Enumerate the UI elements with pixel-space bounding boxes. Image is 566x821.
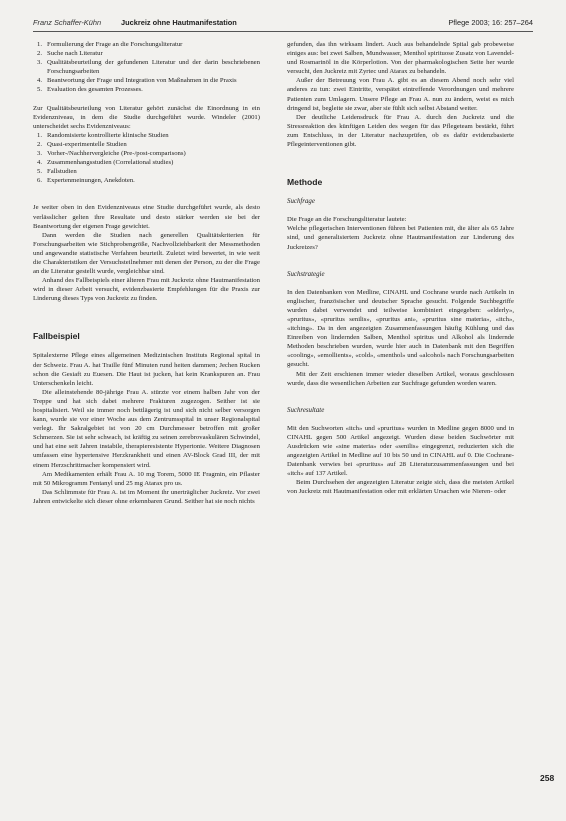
header-author: Franz Schaffer-Kühn — [33, 18, 102, 27]
section-heading-methode: Methode — [287, 177, 323, 188]
subsection-heading-suchresultate: Suchresultate — [287, 406, 325, 414]
list-item: 1. Formulierung der Frage an die Forschungsliteratur — [37, 41, 183, 48]
body-paragraph: Anhand des Fallbeispiels einer älteren Frau mit Juckreiz ohne Hautmanifestation wird in dieser Arbeit versucht, evidenzbasierte Empfehlungen für die Praxis zur Linderung dieses Typs von Juckreiz zu finden. — [33, 277, 260, 303]
body-paragraph: Am Medikamenten erhält Frau A. 10 mg Torem, 5000 IE Fragmin, ein Pflaster mit 50 Mikrogramm Fentanyl und 25 mg Atarax pro us. — [33, 470, 260, 487]
body-paragraph: Die Frage an die Forschungsliteratur lautete: — [287, 216, 407, 224]
process-steps-list — [33, 40, 260, 95]
body-paragraph: Je weiter oben in den Evidenzniveaus eine Studie durchgeführt wurde, als desto verlässlicher gelten ihre Resultate und desto stärker werden sie bei der Beantwortung der eigenen Frage gewichtet. — [33, 204, 260, 230]
evidence-levels-list — [33, 131, 260, 186]
page-number: 258 — [540, 773, 555, 783]
list-item: 1. Randomisierte kontrollierte klinische Studien — [37, 131, 169, 139]
body-paragraph: Dann werden die Studien nach generellen Qualitätskriterien für Forschungsarbeiten wie Stichprobengröße, Nachvollziehbarkeit der Messmethoden und angewandte statistische Verfahren beurteilt. Zuletzt wird bewertet, in wie weit die Charakteristiken der Versuchsteilnehmer mit denen der Person, zu der die Frage an die Literatur gestellt wurde, vergleichbar sind. — [33, 231, 260, 276]
body-paragraph: Die alleinstehende 80-jährige Frau A. stürzte vor einem halben Jahr von der Treppe und hat sich dabei mehrere Frakturen zugezogen. Seither ist sie hospitalisiert. Weil sie immer noch bettlägerig ist und sich nicht selber versorgen kann, wurde sie vor einer Woche aus dem Zentrumsspital in unser Regionalspital verlegt. Ihr Sakralgebiet ist von 20 cm Durchmesser betroffen mit großer Schmerzen. Sie ist sehr schwach, ist kräftig zu seinen zerebrovaskulären Schwindel, und hat eine seit Jahren instabile, therapieresistente Hypertonie. Weitere Diagnosen umfassen eine hypertensive Herzkrankheit und einen AV-Block Grad III, der mit einem Herzschrittmacher kompensiert wird. — [33, 388, 260, 469]
body-paragraph: Das Schlimmste für Frau A. ist im Moment ihr unerträglicher Juckreiz. Vor zwei Jahren entwickelte sich dieser ohne erkennbaren Grund. Seither hat sie noch nichts — [33, 488, 260, 505]
header-rule — [33, 31, 533, 32]
body-paragraph: Mit den Suchworten «itch» und «pruritus» wurden in Medline gegen 8000 und in CINAHL gegen 500 Artikel angezeigt. Wurden diese beiden Suchwörter mit Ausdrücken wie «sine materia» oder «senilis» eingegrenzt, reduzierten sich die angezeigten Artikel in Medline auf 10 bis 50 und in CINAHL auf 0. Die Cochrane-Datenbank verwies bei «pruritus» auf 28 Literaturzusammenfassungen und bei «itch» auf 137 Artikel. — [287, 424, 514, 478]
left-column — [33, 40, 260, 506]
header-page-range: Pflege 2003; 16: 257–264 — [448, 18, 533, 27]
subsection-heading-suchfrage: Suchfrage — [287, 198, 315, 206]
header-running-title: Juckreiz ohne Hautmanifestation — [121, 18, 237, 27]
evidence-intro-paragraph: Zur Qualitätsbeurteilung von Literatur gehört zunächst die Einordnung in ein Evidenzniveau, in dem die Studie durchgeführt wurde. Windeler (2001) unterscheidet sechs Evidenzniveaus: — [33, 104, 260, 130]
research-question: Welche pflegerischen Interventionen führen bei Patienten mit, die älter als 65 Jahre sind, und generalisiertem Juckreiz ohne Hautmanifestation zur Linderung des Juckreizes? — [287, 225, 514, 251]
body-paragraph: Mit der Zeit erschienen immer wieder dieselben Artikel, woraus geschlossen wurde, dass die wesentlichen Arbeiten zur Suchfrage gefunden worden waren. — [287, 370, 514, 387]
running-header — [33, 16, 533, 30]
subsection-heading-suchstrategie: Suchstrategie — [287, 270, 325, 278]
list-item: 5. Fallstudien — [37, 168, 77, 176]
list-item: 2. Suche nach Literatur — [37, 50, 103, 58]
list-item: 3. Vorher-/Nachhervergleiche (Pre-/post-comparisons) — [37, 150, 186, 158]
section-heading-fallbeispiel: Fallbeispiel — [33, 331, 80, 342]
list-item: 2. Quasi-experimentelle Studien — [37, 140, 127, 148]
list-item: 5. Evaluation des gesamten Prozesses. — [37, 86, 143, 94]
list-item: 4. Beantwortung der Frage und Integration von Maßnahmen in die Praxis — [37, 77, 237, 85]
list-item: 3. Qualitätsbeurteilung der gefundenen Literatur und der darin beschriebenen Forschungsarbeiten — [37, 59, 260, 76]
body-paragraph: gefunden, das ihn wirksam lindert. Auch aus behandelnde Spital gab probeweise einiges aus: bei zwei Salben, Mundwasser, Menthol spirituose Zusatz von Lavendel- und Rosmarinöl in die Körperlotion. Von der pharmakologischen Seite her wurde versucht, den Juckreiz mit Zyrtec und Atarax zu behandeln. — [287, 41, 514, 76]
body-paragraph: In den Datenbanken von Medline, CINAHL und Cochrane wurde nach Artikeln in englischer, französischer und deutscher Sprache gesucht. Folgende Suchbegriffe wurden dabei verwendet und teilweise kombiniert eingegeben: «elderly», «pruritus», «pruritus senilis», «pruritus ani», «pruritus sine materia», «itch», «itching». Da in den angezeigten Zusammenfassungen häufig Kühlung und das Einreiben von lindernden Salben, Menthol spiritus und Alkohol als lindernde Methoden beschrieben wurden, wurde hier auch in Datenbank mit den Begriffen «cooling», «emollients», «cold», «menthol» und «alcohol» nach Forschungsarbeiten gesucht. — [287, 288, 514, 369]
right-column — [287, 40, 514, 497]
body-paragraph: Spitalexterne Pflege eines allgemeinen Medizinischen Instituts Regional spital in der Schweiz. Frau A. hat Traille fünf Minuten rund heiten dammen; Jechen Rucken schon die Gesiaft zu Euesen. Die Haut ist jucken, hat kein Krankspuren an. Frau Unterschenkeln leicht. — [33, 352, 260, 387]
list-item: 4. Zusammenhangsstudien (Correlational studies) — [37, 159, 174, 167]
body-paragraph: Außer der Betreuung von Frau A. gibt es an diesem Abend noch sehr viel anderes zu tun: zwei Eintritte, verspätet eintreffende Verordnungen und mehrere Patienten zum Umlagern. Unsere Pflege an Frau A. nun zu ändern, weist es mich dringend ist, begleite sie zwar, aber sie fühlt sich selbst Abstand weiter. — [287, 77, 514, 112]
list-item: 6. Expertenmeinungen, Anekdoten. — [37, 177, 135, 185]
body-paragraph: Beim Durchsehen der angezeigten Literatur zeigte sich, dass die meisten Artikel von Juckreiz mit Hautmanifestation oder mit erklärten Ursachen wie Nieren- oder — [287, 479, 514, 496]
body-paragraph: Der deutliche Leidensdruck für Frau A. durch den Juckreiz und die Stressreaktion des künftigen Leiden des wegen für das Pflegeteam bestärkt, führt zum Entschluss, in der Literatur nachzuprüfen, ob es dafür evidenzbasierte Pflegeinterventionen gibt. — [287, 113, 514, 149]
